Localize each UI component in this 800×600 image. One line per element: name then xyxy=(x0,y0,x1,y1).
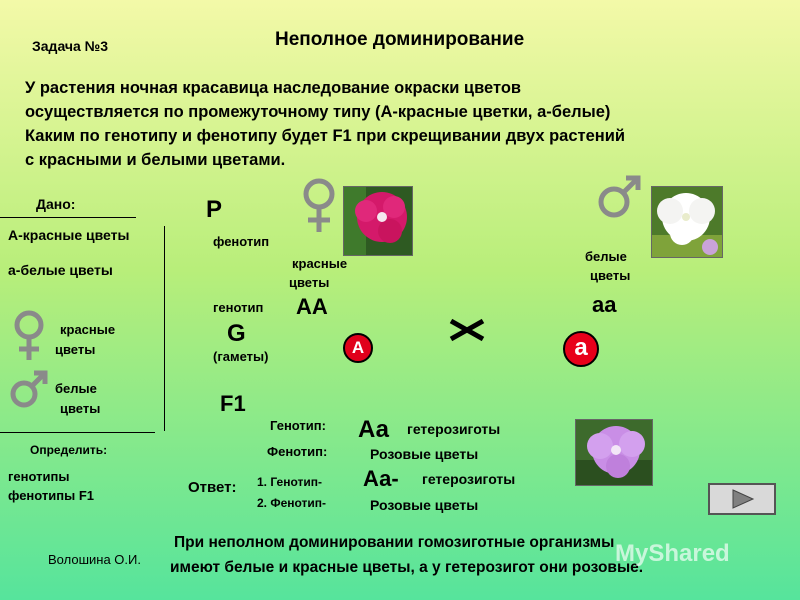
determine-item: фенотипы F1 xyxy=(8,488,94,503)
given-female-label: цветы xyxy=(55,342,96,357)
determine-item: генотипы xyxy=(8,469,70,484)
problem-text xyxy=(25,76,625,172)
conclusion-line: имеют белые и красные цветы, а у гетерозигот они розовые. xyxy=(170,559,644,576)
problem-line: У растения ночная красавица наследование окраски цветов xyxy=(25,79,522,97)
next-slide-button[interactable] xyxy=(708,483,776,515)
play-arrow-icon xyxy=(729,488,755,510)
female-symbol-icon xyxy=(12,310,46,362)
author: Волошина О.И. xyxy=(48,552,141,567)
problem-line: Каким по генотипу и фенотипу будет F1 при скрещивании двух растений xyxy=(25,127,626,145)
genotype-label: генотип xyxy=(213,300,264,315)
f1-genotype-note: гетерозиготы xyxy=(407,421,501,437)
phenotype-label: фенотип xyxy=(213,234,270,249)
f1-genotype-label: Генотип: xyxy=(270,418,326,433)
given-male-label: белые xyxy=(55,381,97,396)
pink-flower-image xyxy=(575,419,653,486)
f1-phenotype-value: Розовые цветы xyxy=(370,446,479,462)
male-gamete-label: а xyxy=(574,333,588,361)
given-vertical-divider xyxy=(164,226,165,431)
answer-genotype-note: гетерозиготы xyxy=(422,471,516,487)
f1-label: F1 xyxy=(220,391,246,416)
allele-dominant: А-красные цветы xyxy=(8,227,130,243)
answer-line-2: 2. Фенотип- xyxy=(257,496,327,510)
female-gamete xyxy=(343,333,373,363)
determine-heading: Определить: xyxy=(30,443,108,457)
red-flower-image xyxy=(343,186,413,256)
answer-phenotype-value: Розовые цветы xyxy=(370,497,479,513)
answer-line-1: 1. Генотип- xyxy=(257,475,322,489)
watermark: MyShared xyxy=(615,540,730,567)
f1-phenotype-label: Фенотип: xyxy=(267,444,328,459)
given-divider xyxy=(0,217,136,218)
answer-label: Ответ: xyxy=(188,479,237,496)
problem-line: осуществляется по промежуточному типу (А-красные цветки, а-белые) xyxy=(25,103,611,121)
female-gamete-label: А xyxy=(351,338,365,357)
parents-label: P xyxy=(206,196,223,223)
given-female-label: красные xyxy=(60,322,116,337)
gametes-sublabel: (гаметы) xyxy=(213,349,269,364)
male-phenotype: белые xyxy=(585,249,627,264)
task-number: Задача №3 xyxy=(32,38,109,54)
male-gamete xyxy=(563,331,599,367)
male-phenotype: цветы xyxy=(590,268,631,283)
white-flower-image xyxy=(651,186,723,258)
f1-genotype-value: Аа xyxy=(358,416,389,443)
female-symbol-icon xyxy=(300,178,338,234)
slide-title: Неполное доминирование xyxy=(275,29,525,50)
given-heading: Дано: xyxy=(36,196,76,212)
female-genotype: АА xyxy=(296,294,328,319)
male-genotype: аа xyxy=(592,292,617,317)
male-symbol-icon xyxy=(596,172,644,220)
conclusion-line: При неполном доминировании гомозиготные организмы xyxy=(174,534,615,551)
female-phenotype: цветы xyxy=(289,275,330,290)
given-male-label: цветы xyxy=(60,401,101,416)
allele-recessive: а-белые цветы xyxy=(8,262,113,278)
problem-line: с красными и белыми цветами. xyxy=(25,151,286,169)
determine-divider xyxy=(0,432,155,433)
answer-genotype-value: Аа- xyxy=(363,466,399,491)
male-symbol-icon xyxy=(8,368,50,410)
female-phenotype: красные xyxy=(292,256,348,271)
cross-symbol-icon xyxy=(448,315,486,345)
gametes-label: G xyxy=(227,320,246,347)
